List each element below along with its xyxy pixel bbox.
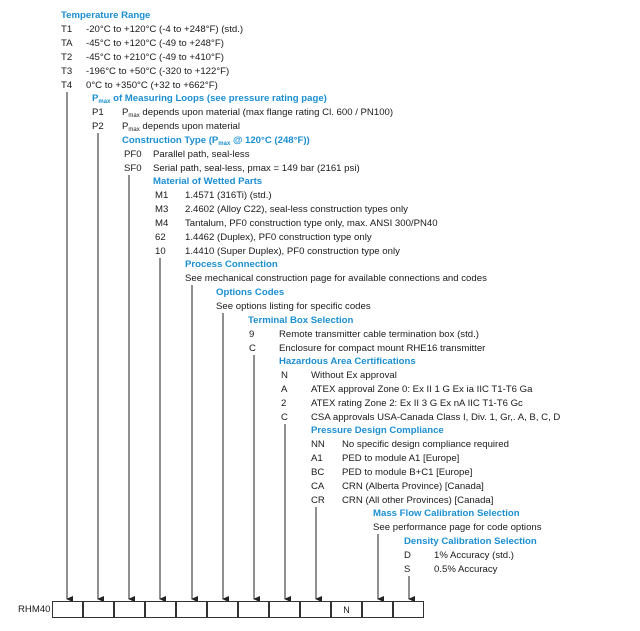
code-m3: M3 xyxy=(155,204,169,215)
process-connection-note: See mechanical construction page for available connections and codes xyxy=(185,273,487,284)
desc-t1: -20°C to +120°C (-4 to +248°F) (std.) xyxy=(86,24,244,35)
code-p2: P2 xyxy=(92,121,104,132)
code-box-7 xyxy=(238,601,269,618)
desc-m1: 1.4571 (316Ti) (std.) xyxy=(185,190,272,201)
desc-c-terminal: Enclosure for compact mount RHE16 transmitter xyxy=(279,343,486,354)
section-heading-pmax-measuring-loops: $P_{max}$ of Measuring Loops (see pressure rating page) xyxy=(92,93,327,105)
code-pf0: PF0 xyxy=(124,149,142,160)
desc-nn: No specific design compliance required xyxy=(342,439,509,450)
code-t2: T2 xyxy=(61,52,73,63)
code-box-9 xyxy=(300,601,331,618)
desc-p1: $P_{max}$ depends upon material (max flange rating Cl. 600 / PN100) xyxy=(122,107,394,119)
desc-p2: $P_{max}$ depends upon material xyxy=(122,121,241,133)
code-box-3 xyxy=(114,601,145,618)
code-c-hazard: C xyxy=(281,412,288,423)
code-s: S xyxy=(404,564,411,575)
section-heading-pressure-design: Pressure Design Compliance xyxy=(311,425,444,436)
section-heading-terminal-box: Terminal Box Selection xyxy=(248,315,354,326)
code-t4: T4 xyxy=(61,80,73,91)
code-box-11 xyxy=(362,601,393,618)
desc-m4: Tantalum, PF0 construction type only, max. ANSI 300/PN40 xyxy=(185,218,438,229)
desc-t3: -196°C to +50°C (-320 to +122°F) xyxy=(86,66,230,77)
desc-sf0: Serial path, seal-less, pmax = 149 bar (2161 psi) xyxy=(153,163,360,174)
desc-t2: -45°C to +210°C (-49 to +410°F) xyxy=(86,52,224,63)
desc-d: 1% Accuracy (std.) xyxy=(434,550,514,561)
section-heading-material-wetted-parts: Material of Wetted Parts xyxy=(153,176,263,187)
desc-a1: PED to module A1 [Europe] xyxy=(342,453,460,464)
section-heading-construction-type: Construction Type ($P_{max}$ @ 120°C (248°F)) xyxy=(122,135,310,147)
code-p1: P1 xyxy=(92,107,104,118)
desc-n: Without Ex approval xyxy=(311,370,397,381)
code-c-terminal: C xyxy=(249,343,256,354)
code-2: 2 xyxy=(281,398,287,409)
desc-m3: 2.4602 (Alloy C22), seal-less construction types only xyxy=(185,204,408,215)
code-m1: M1 xyxy=(155,190,169,201)
section-heading-hazardous-area: Hazardous Area Certifications xyxy=(279,356,416,367)
code-box-5 xyxy=(176,601,207,618)
code-n: N xyxy=(281,370,288,381)
mass-flow-calibration-note: See performance page for code options xyxy=(373,522,542,533)
desc-2: ATEX rating Zone 2: Ex II 3 G Ex nA IIC T1-T6 Gc xyxy=(311,398,523,409)
code-box-2 xyxy=(83,601,114,618)
desc-bc: PED to module B+C1 [Europe] xyxy=(342,467,473,478)
code-ta: TA xyxy=(61,38,73,49)
desc-pf0: Parallel path, seal-less xyxy=(153,149,250,160)
code-t1: T1 xyxy=(61,24,73,35)
code-ca: CA xyxy=(311,481,325,492)
code-t3: T3 xyxy=(61,66,73,77)
code-d: D xyxy=(404,550,411,561)
desc-c-hazard: CSA approvals USA-Canada Class I, Div. 1, Gr,. A, B, C, D xyxy=(311,412,561,423)
code-box-4 xyxy=(145,601,176,618)
code-a: A xyxy=(281,384,288,395)
desc-t4: 0°C to +350°C (+32 to +662°F) xyxy=(86,80,218,91)
code-sf0: SF0 xyxy=(124,163,142,174)
desc-cr: CRN (All other Provinces) [Canada] xyxy=(342,495,494,506)
code-box-6 xyxy=(207,601,238,618)
section-heading-density-calibration: Density Calibration Selection xyxy=(404,536,537,547)
section-heading-temperature-range: Temperature Range xyxy=(61,10,151,21)
desc-s: 0.5% Accuracy xyxy=(434,564,498,575)
desc-62: 1.4462 (Duplex), PF0 construction type only xyxy=(185,232,372,243)
code-9: 9 xyxy=(249,329,255,340)
code-box-1 xyxy=(52,601,83,618)
desc-ta: -45°C to +120°C (-49 to +248°F) xyxy=(86,38,224,49)
code-62: 62 xyxy=(155,232,166,243)
code-box-8 xyxy=(269,601,300,618)
code-box-10: N xyxy=(331,601,362,618)
code-cr: CR xyxy=(311,495,325,506)
code-bc: BC xyxy=(311,467,325,478)
code-m4: M4 xyxy=(155,218,169,229)
desc-9: Remote transmitter cable termination box (std.) xyxy=(279,329,479,340)
section-heading-options-codes: Options Codes xyxy=(216,287,285,298)
code-nn: NN xyxy=(311,439,325,450)
code-a1: A1 xyxy=(311,453,323,464)
options-codes-note: See options listing for specific codes xyxy=(216,301,371,312)
model-label: RHM40 xyxy=(18,604,51,615)
code-box-12 xyxy=(393,601,424,618)
desc-ca: CRN (Alberta Province) [Canada] xyxy=(342,481,484,492)
section-heading-mass-flow-calibration: Mass Flow Calibration Selection xyxy=(373,508,520,519)
section-heading-process-connection: Process Connection xyxy=(185,259,278,270)
desc-a: ATEX approval Zone 0: Ex II 1 G Ex ia IIC T1-T6 Ga xyxy=(311,384,533,395)
code-10: 10 xyxy=(155,246,166,257)
desc-10: 1.4410 (Super Duplex), PF0 construction type only xyxy=(185,246,400,257)
